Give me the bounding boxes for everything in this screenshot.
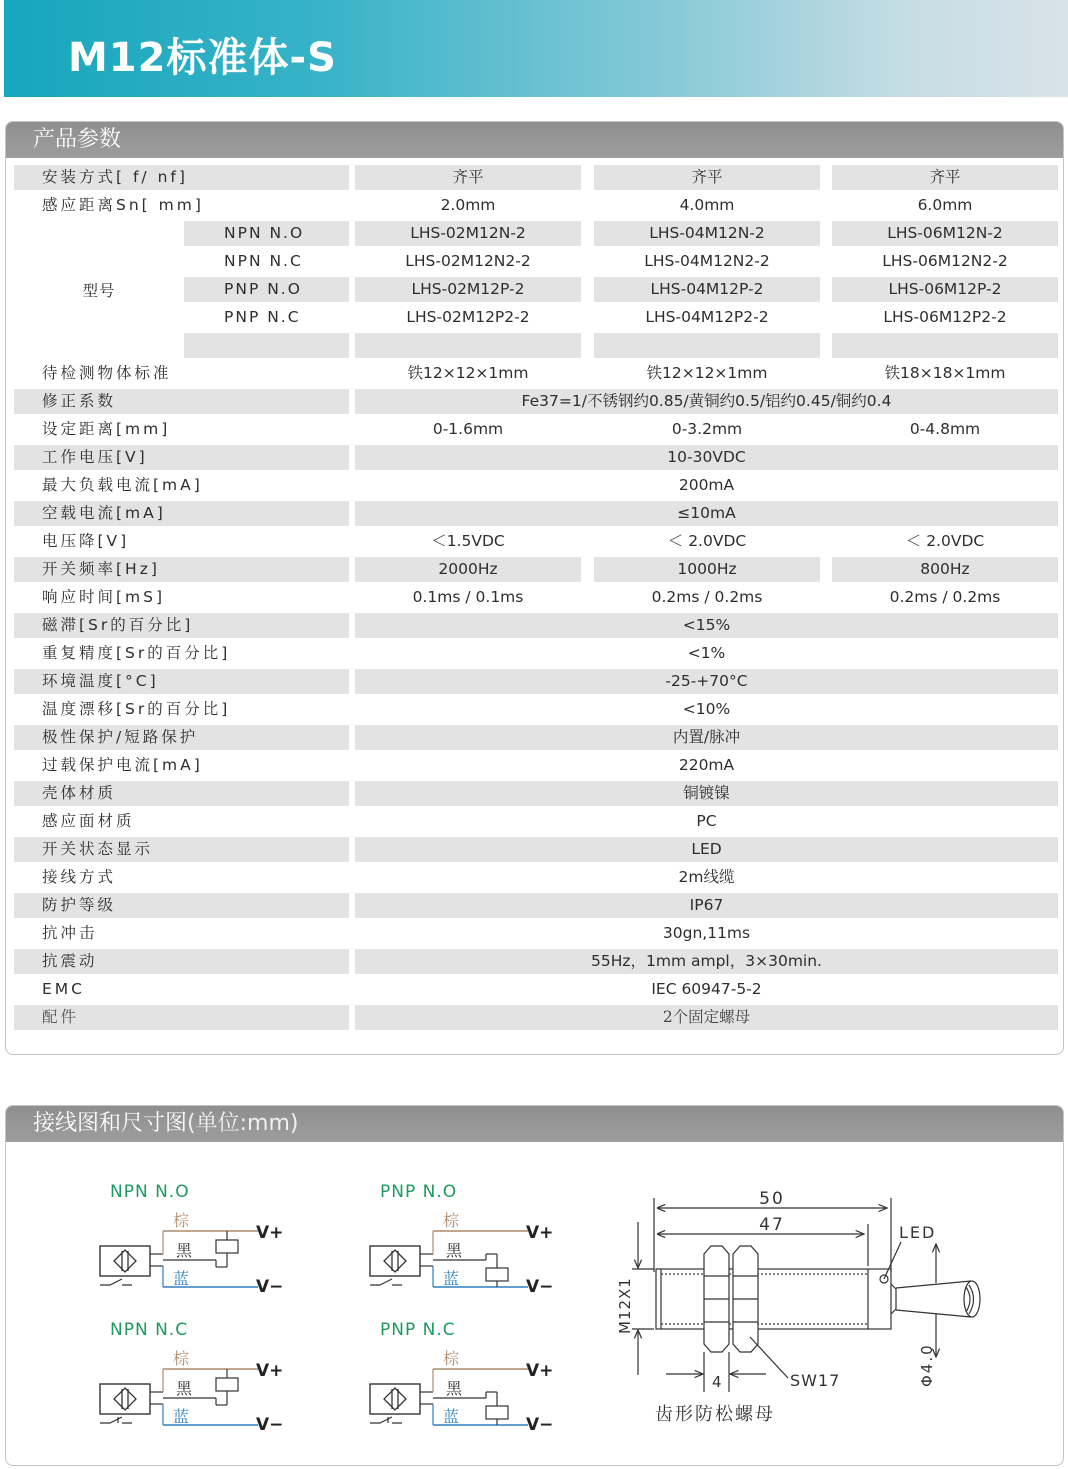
switch-nc-icon: [370, 1417, 402, 1423]
spec-row-vibration: [14, 949, 1058, 974]
wire-black-label: 黑: [176, 1241, 193, 1260]
load-symbol: [216, 1378, 238, 1391]
spec-value: 2000Hz: [355, 557, 581, 582]
spec-row-frequency: [14, 557, 1058, 582]
spec-section-title: 产品参数: [6, 122, 1063, 158]
spec-label: 壳体材质: [14, 781, 349, 806]
model-row: [14, 277, 1058, 302]
dim-nut-width: 4: [712, 1373, 722, 1391]
wiring-diagram-pnp-nc: [370, 1320, 553, 1435]
model-value: LHS-04M12N-2: [594, 221, 820, 246]
spec-label: 最大负载电流[mA]: [42, 476, 203, 494]
page-title: M12标准体-S: [68, 35, 337, 81]
model-value: LHS-02M12P-2: [355, 277, 581, 302]
model-empty-cell: [184, 333, 349, 358]
dim-total-length: 50: [759, 1189, 785, 1209]
wire-blue-label: 蓝: [173, 1407, 190, 1426]
spec-value: 800Hz: [832, 557, 1058, 582]
spec-label: 感应面材质: [42, 812, 135, 830]
spec-label: 响应时间[mS]: [42, 588, 166, 606]
spec-value: IEC 60947-5-2: [651, 980, 762, 998]
wiring-title: PNP N.O: [380, 1182, 458, 1202]
spec-row-ambient: [14, 669, 1058, 694]
spec-label: 抗震动: [14, 949, 349, 974]
spec-row-shock: [14, 921, 1058, 946]
spec-label: 待检测物体标准: [42, 364, 172, 382]
wiring-diagram-npn-nc: [100, 1320, 283, 1435]
model-value: LHS-04M12N2-2: [644, 252, 770, 270]
wiring-title: NPN N.O: [110, 1182, 190, 1202]
title-banner: [4, 0, 1068, 97]
model-row: [14, 249, 1058, 274]
wire-blue-label: 蓝: [443, 1269, 460, 1288]
model-sub-label: NPN N.C: [224, 252, 303, 270]
spec-value: 铜镀镍: [355, 781, 1058, 806]
spec-value: 2.0mm: [440, 196, 496, 214]
spec-value: 铁12×12×1mm: [407, 364, 529, 382]
spec-row-face: [14, 809, 1058, 834]
wiring-section-title: [6, 1106, 1063, 1142]
spec-row-housing: [14, 781, 1058, 806]
model-value: LHS-04M12P-2: [594, 277, 820, 302]
model-sub-label: PNP N.O: [184, 277, 349, 302]
spec-label: 温度漂移[Sr的百分比]: [42, 700, 231, 718]
switch-no-icon: [370, 1279, 402, 1285]
spec-value: 0-3.2mm: [671, 420, 743, 438]
spec-label: 开关频率[Hz]: [14, 557, 349, 582]
spec-row-distance: [14, 193, 1058, 218]
spec-value: 0.1ms / 0.1ms: [412, 588, 524, 606]
model-row: [14, 305, 1058, 330]
wire-black-label: 黑: [176, 1379, 193, 1398]
spec-value: 220mA: [678, 756, 735, 774]
wiring-section-unit: (单位:mm): [187, 1111, 299, 1136]
dimension-labels: [616, 1189, 936, 1425]
wire-black-label: 黑: [446, 1241, 463, 1260]
spec-value: LED: [355, 837, 1058, 862]
spec-label: 抗冲击: [42, 924, 98, 942]
load-symbol: [216, 1240, 238, 1253]
spec-label: 磁滞[Sr的百分比]: [14, 613, 349, 638]
spec-label: 感应距离Sn[ mm]: [42, 196, 204, 214]
wire-black-label: 黑: [446, 1379, 463, 1398]
model-empty-cell: [355, 333, 581, 358]
wiring-title: PNP N.C: [380, 1320, 456, 1340]
vplus-label: V+: [526, 1361, 554, 1381]
spec-value: 10-30VDC: [355, 445, 1058, 470]
model-sub-label: NPN N.O: [184, 221, 349, 246]
model-empty-cell: [594, 333, 820, 358]
spec-value: 0.2ms / 0.2ms: [889, 588, 1001, 606]
wire-brown-label: 棕: [173, 1349, 190, 1368]
vminus-label: V−: [256, 1277, 284, 1297]
spec-label: EMC: [42, 980, 85, 998]
wiring-title: NPN N.C: [110, 1320, 189, 1340]
spec-value: <1%: [687, 644, 726, 662]
spec-value: 2个固定螺母: [355, 1005, 1058, 1030]
spec-value: 铁18×18×1mm: [884, 364, 1006, 382]
spec-label: 安装方式[ f/ nf]: [14, 165, 349, 190]
wire-brown-label: 棕: [443, 1211, 460, 1230]
spec-value: ＜1.5VDC: [431, 532, 505, 550]
wiring-diagram-pnp-no: [370, 1182, 553, 1297]
wire-blue-label: 蓝: [173, 1269, 190, 1288]
load-symbol: [486, 1406, 508, 1419]
spec-value: 0-1.6mm: [432, 420, 504, 438]
model-value: LHS-02M12N-2: [355, 221, 581, 246]
spec-row-ip: [14, 893, 1058, 918]
vplus-label: V+: [256, 1361, 284, 1381]
spec-label: 极性保护/短路保护: [14, 725, 349, 750]
spec-row-target: [14, 361, 1058, 386]
wiring-diagram-npn-no: [100, 1182, 283, 1297]
spec-value: PC: [696, 812, 717, 830]
spec-row-emc: [14, 977, 1058, 1002]
spec-label: 工作电压[V]: [14, 445, 349, 470]
spec-row-response: [14, 585, 1058, 610]
vminus-label: V−: [526, 1277, 554, 1297]
dim-thread-length: 47: [759, 1215, 785, 1235]
spec-value: 齐平: [594, 165, 820, 190]
wire-brown-label: 棕: [173, 1211, 190, 1230]
vminus-label: V−: [256, 1415, 284, 1435]
spec-panel: [5, 121, 1064, 1055]
spec-label: 防护等级: [14, 893, 349, 918]
spec-label: 配件: [14, 1005, 349, 1030]
dim-led-label: LED: [899, 1223, 937, 1242]
spec-value: Fe37=1/不锈钢约0.85/黄铜约0.5/铝约0.45/铜约0.4: [355, 389, 1058, 414]
spec-label: 环境温度[°C]: [14, 669, 349, 694]
load-symbol: [486, 1268, 508, 1281]
wire-brown-label: 棕: [443, 1349, 460, 1368]
wiring-section-title-text: 接线图和尺寸图: [33, 1111, 188, 1136]
spec-value: 2m线缆: [678, 868, 735, 886]
spec-row-correction: [14, 389, 1058, 414]
spec-value: 内置/脉冲: [355, 725, 1058, 750]
spec-row-overload: [14, 753, 1058, 778]
spec-value: 4.0mm: [679, 196, 735, 214]
spec-label: 电压降[V]: [42, 532, 130, 550]
model-label: 型号: [82, 282, 116, 300]
spec-value: ≤10mA: [355, 501, 1058, 526]
spec-value: 0-4.8mm: [909, 420, 981, 438]
spec-row-repeat: [14, 641, 1058, 666]
spec-row-hysteresis: [14, 613, 1058, 638]
spec-row-voltage: [14, 445, 1058, 470]
spec-value: ＜ 2.0VDC: [667, 532, 747, 550]
spec-value: 0.2ms / 0.2ms: [651, 588, 763, 606]
dim-cable-diameter: Φ4.0: [918, 1343, 936, 1387]
wiring-and-dimension-drawing: [6, 1142, 1063, 1466]
spec-row-install: [14, 165, 1058, 190]
spec-value: 200mA: [678, 476, 735, 494]
spec-label: 空载电流[mA]: [14, 501, 349, 526]
spec-row-protection: [14, 725, 1058, 750]
spec-label: 修正系数: [14, 389, 349, 414]
vplus-label: V+: [256, 1223, 284, 1243]
spec-label: 过载保护电流[mA]: [42, 756, 203, 774]
dim-wrench-size: SW17: [790, 1371, 841, 1390]
spec-row-accessory: [14, 1005, 1058, 1030]
spec-row-set-distance: [14, 417, 1058, 442]
spec-row-drift: [14, 697, 1058, 722]
spec-label: 接线方式: [42, 868, 117, 886]
sensor-body: [656, 1269, 891, 1329]
model-sub-label: PNP N.C: [224, 308, 301, 326]
spec-label: 开关状态显示: [14, 837, 349, 862]
model-value: LHS-06M12P-2: [832, 277, 1058, 302]
model-value: LHS-06M12N-2: [832, 221, 1058, 246]
spec-value: 6.0mm: [917, 196, 973, 214]
switch-nc-icon: [100, 1417, 132, 1423]
vplus-label: V+: [526, 1223, 554, 1243]
model-value: LHS-02M12P2-2: [406, 308, 530, 326]
model-empty-cell: [832, 333, 1058, 358]
spec-value: 30gn,11ms: [662, 924, 751, 942]
spec-row-max-current: [14, 473, 1058, 498]
spec-label: 重复精度[Sr的百分比]: [42, 644, 231, 662]
spec-value: -25-+70°C: [355, 669, 1058, 694]
model-row-empty: [14, 333, 1058, 358]
spec-value: 齐平: [355, 165, 581, 190]
spec-value: ＜ 2.0VDC: [905, 532, 985, 550]
model-value: LHS-06M12N2-2: [882, 252, 1008, 270]
spec-row-voltage-drop: [14, 529, 1058, 554]
spec-row-indicator: [14, 837, 1058, 862]
spec-row-connection: [14, 865, 1058, 890]
spec-value: IP67: [355, 893, 1058, 918]
spec-row-idle-current: [14, 501, 1058, 526]
spec-value: 铁12×12×1mm: [646, 364, 768, 382]
wire-blue-label: 蓝: [443, 1407, 460, 1426]
wiring-panel: [5, 1105, 1064, 1466]
spec-value: 齐平: [832, 165, 1058, 190]
switch-no-icon: [100, 1279, 132, 1285]
spec-value: <10%: [682, 700, 731, 718]
dim-thread-label: M12X1: [616, 1277, 634, 1334]
model-value: LHS-06M12P2-2: [883, 308, 1007, 326]
model-value: LHS-04M12P2-2: [645, 308, 769, 326]
vminus-label: V−: [526, 1415, 554, 1435]
spec-label: 设定距离[mm]: [42, 420, 171, 438]
model-row: [14, 221, 1058, 246]
spec-value: 1000Hz: [594, 557, 820, 582]
dim-caption: 齿形防松螺母: [655, 1404, 775, 1425]
spec-value: <15%: [355, 613, 1058, 638]
model-value: LHS-02M12N2-2: [405, 252, 531, 270]
spec-value: 55Hz，1mm ampl，3×30min.: [355, 949, 1058, 974]
